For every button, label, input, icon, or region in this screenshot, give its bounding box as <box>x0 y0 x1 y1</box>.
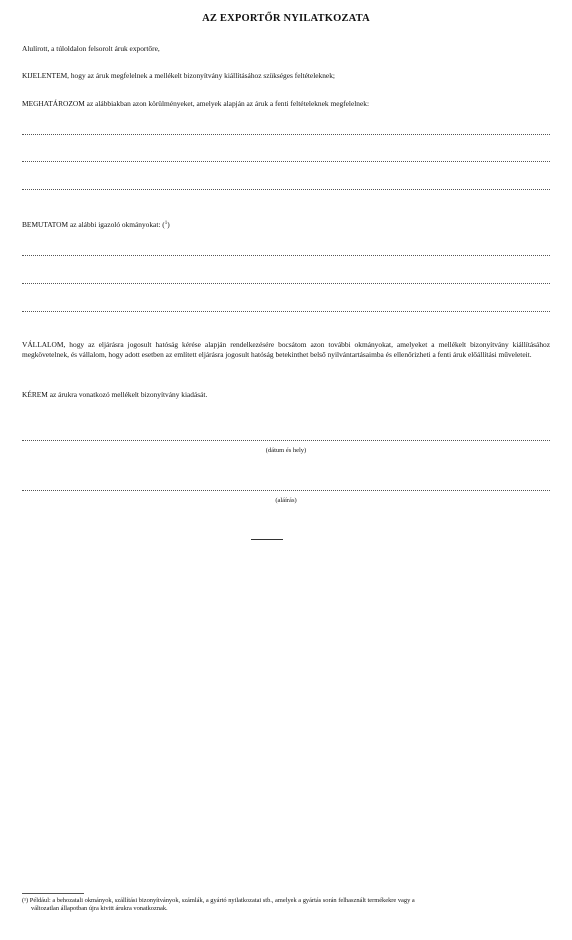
footnote <box>22 897 550 913</box>
undertake-keyword: VÁLLALOM <box>22 340 64 349</box>
date-place-caption: (dátum és hely) <box>265 447 307 454</box>
request-keyword: KÉREM <box>22 390 48 399</box>
footnote-line-2: változatlan állapotban újra kivitt árukra vonatkoznak. <box>31 905 168 912</box>
documents-line-3[interactable] <box>22 311 550 312</box>
end-rule <box>251 539 283 540</box>
footnote-reference: 1 <box>164 221 168 226</box>
documents-line-2[interactable] <box>22 283 550 284</box>
circumstances-line-1[interactable] <box>22 134 550 135</box>
undertake-paragraph <box>22 340 550 360</box>
specify-keyword: MEGHATÁROZOM <box>22 99 85 108</box>
request-text: az árukra vonatkozó mellékelt bizonyítvány kiadását. <box>47 390 208 399</box>
submit-after: ) <box>167 220 170 229</box>
submit-text: az alábbi igazoló okmányokat: ( <box>68 220 165 229</box>
declare-keyword: KIJELENTEM <box>22 71 68 80</box>
signature-caption: (aláírás) <box>275 497 297 504</box>
declare-paragraph <box>22 71 550 81</box>
footnote-line-1 <box>22 897 550 905</box>
undertake-text: , hogy az eljárásra jogosult hatóság kérése alapján rendelkezésére bocsátom azon további okmányokat, amelyeket a mellékelt bizonyítvány kiállításához megkövetelnek, és vállalom, hogy adott esetben az említett eljárásra jogosult hatóság betekinthet belső nyilvántartásaimba és ellenőrizheti a fenti áruk előállítási műveleteit. <box>22 340 550 359</box>
intro-paragraph: Alulírott, a túloldalon felsorolt áruk exportőre, <box>22 44 160 53</box>
document-title: AZ EXPORTŐR NYILATKOZATA <box>202 13 370 24</box>
date-place-line[interactable] <box>22 440 550 441</box>
circumstances-line-3[interactable] <box>22 189 550 190</box>
footnote-text-1: Például: a behozatali okmányok, szállítási bizonyítványok, számlák, a gyártó nyilatkozatai stb., amelyek a gyártás során felhasznált termékekre vagy a <box>29 897 415 904</box>
footnote-marker: (¹) <box>22 897 29 904</box>
declare-text: , hogy az áruk megfelelnek a mellékelt bizonyítvány kiállításához szükséges feltételeknek; <box>67 71 335 80</box>
submit-paragraph <box>22 220 550 230</box>
submit-keyword: BEMUTATOM <box>22 220 69 229</box>
circumstances-line-2[interactable] <box>22 161 550 162</box>
specify-paragraph <box>22 99 550 109</box>
footnote-separator <box>22 893 84 894</box>
request-paragraph <box>22 390 550 400</box>
documents-line-1[interactable] <box>22 255 550 256</box>
specify-text: az alábbiakban azon körülményeket, amelyek alapján az áruk a fenti feltételeknek megfelelnek: <box>84 99 370 108</box>
signature-line[interactable] <box>22 490 550 491</box>
